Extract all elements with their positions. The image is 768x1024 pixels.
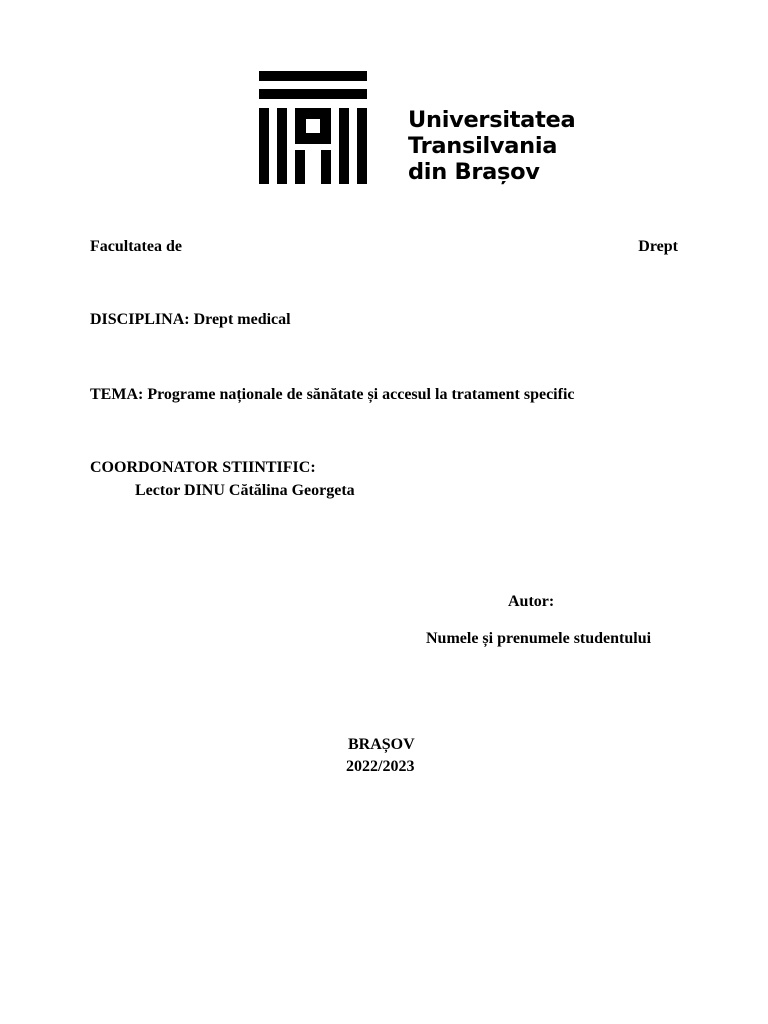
author-label: Autor: [508,593,555,610]
faculty-label: Facultatea de [90,238,182,255]
footer-year: 2022/2023 [346,758,415,775]
discipline-line: DISCIPLINA: Drept medical [90,311,291,328]
coordinator-label: COORDONATOR STIINTIFIC: [90,459,316,476]
university-name-line-1: Universitatea [408,107,576,133]
university-name-line-2: Transilvania [408,133,558,159]
author-name: Numele și prenumele studentului [426,630,652,647]
topic-line: TEMA: Programe naționale de sănătate și accesul la tratament specific [90,386,575,403]
faculty-row [90,237,678,257]
university-name [408,107,575,185]
university-logo-icon [259,71,367,184]
university-name-line-3: din Brașov [408,159,540,185]
faculty-value: Drept [638,238,678,255]
coordinator-name: Lector DINU Cătălina Georgeta [135,482,355,499]
footer-city: BRAȘOV [348,736,415,753]
